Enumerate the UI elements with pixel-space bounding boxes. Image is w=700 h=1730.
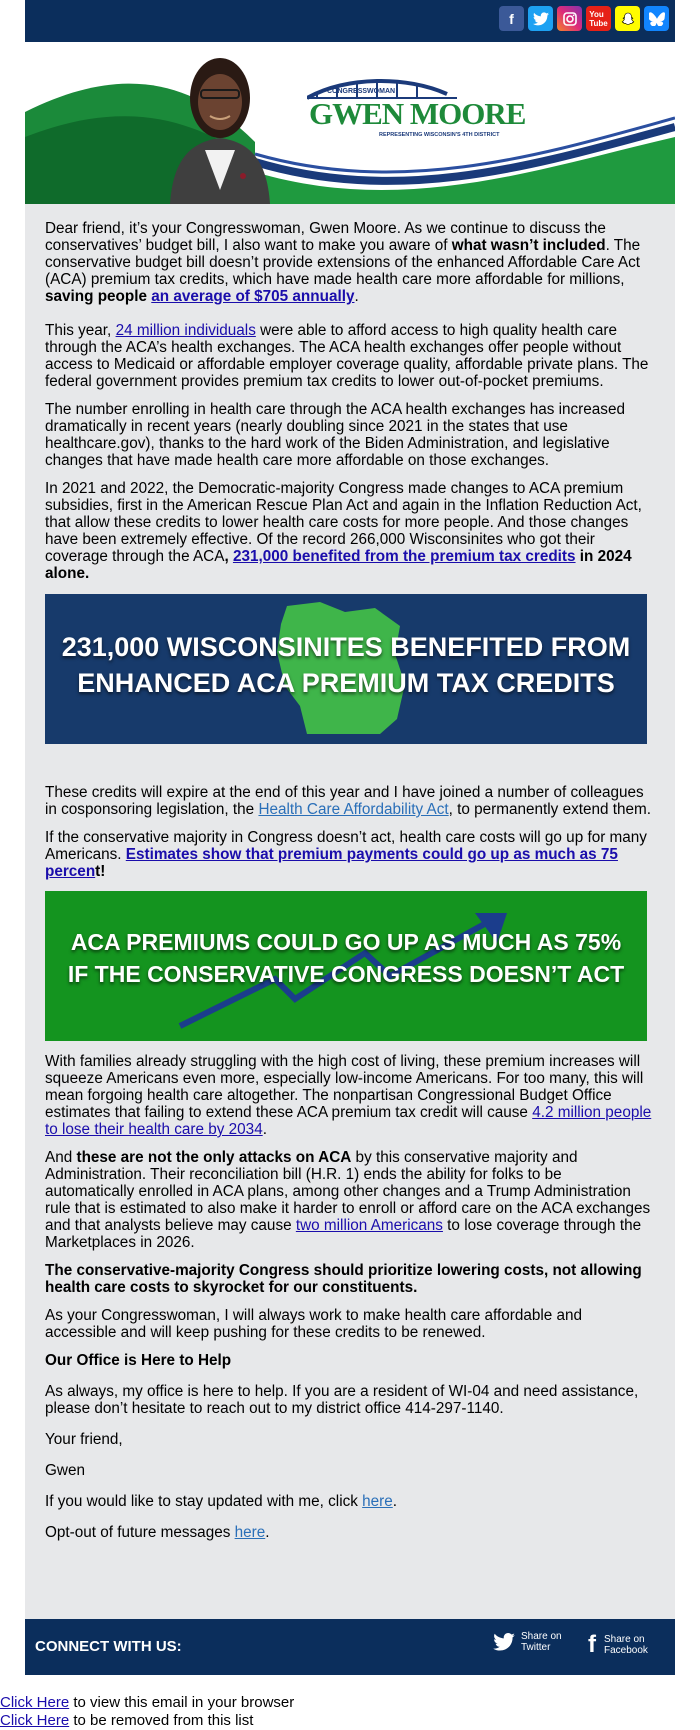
- logo: [307, 72, 526, 142]
- youtube-icon[interactable]: You Tube: [586, 6, 611, 31]
- top-bar: [25, 0, 675, 42]
- two-million-link[interactable]: two million Americans: [295, 1217, 443, 1234]
- paragraph-commitment: As your Congresswoman, I will always work to make health care affordable and accessible and will keep pushing for these credits to be renewed.: [45, 1307, 583, 1341]
- paragraph-enrollment: The number enrolling in health care through the ACA health exchanges has increased dramatically in recent years (nearly doubling since 2021 in the states that use healthcare.gov), thanks to the hard work of the Biden Administration, and legislative changes that have made health care more affordable on those exchanges.: [45, 401, 625, 469]
- estimates-link[interactable]: Estimates show that premium payments could go up as much as 75 percen: [45, 846, 618, 880]
- paragraph-prioritize: The conservative-majority Congress should prioritize lowering costs, not allowing health care costs to skyrocket for our constituents.: [45, 1262, 642, 1296]
- share-facebook-line1: Share on: [604, 1634, 645, 1645]
- paragraph-intro: Dear friend, it’s your Congresswoman, Gwen Moore. As we continue to discuss the conservatives’ budget bill, I also want to make you aware of what wasn’t included. The conservative budget bill doesn’t provide extensions of the enhanced Affordable Care Act (ACA) premium tax credits, which have made health care more affordable for millions, saving people an average of $705 annually.: [45, 220, 641, 305]
- share-twitter-button[interactable]: [493, 1631, 562, 1653]
- tax-credits-link[interactable]: 231,000 benefited from the premium tax credits: [232, 548, 576, 565]
- bottom-links: [0, 1694, 294, 1730]
- paragraph-expire: These credits will expire at the end of this year and I have joined a number of colleagues in cosponsoring legislation, the Health Care Affordability Act, to permanently extend them.: [45, 784, 652, 818]
- 24-million-link[interactable]: 24 million individuals: [115, 322, 256, 339]
- facebook-icon: f: [588, 1631, 596, 1658]
- connect-heading: CONNECT WITH US:: [35, 1638, 182, 1655]
- average-savings-link[interactable]: an average of $705 annually: [151, 288, 355, 305]
- bluesky-icon[interactable]: [644, 6, 669, 31]
- congresswoman-portrait: [165, 50, 275, 204]
- wisconsin-benefit-image: [45, 594, 647, 744]
- remove-from-list-row: Click Here to be removed from this list: [0, 1712, 254, 1729]
- stay-updated-link[interactable]: here: [362, 1493, 393, 1510]
- premiums-increase-image: [45, 891, 647, 1041]
- footer-bar: [25, 1619, 675, 1675]
- twitter-icon[interactable]: [528, 6, 553, 31]
- signoff: Your friend,: [45, 1431, 123, 1448]
- paragraph-2021-2022: In 2021 and 2022, the Democratic-majority Congress made changes to ACA premium subsidies, first in the American Rescue Plan Act and again in the Inflation Reduction Act, that allow these credits to lower health care costs for more people. And those changes have been extremely effective. Of the record 266,000 Wisconsinites who got their coverage through the ACA, 231,000 benefited from the premium tax credits in 2024 alone.: [45, 480, 642, 582]
- logo-tagline: REPRESENTING WISCONSIN'S 4TH DISTRICT: [379, 132, 500, 138]
- paragraph-stay-updated: If you would like to stay updated with me, click here.: [45, 1493, 398, 1510]
- image1-line1: 231,000 WISCONSINITES BENEFITED FROM: [61, 632, 631, 662]
- share-facebook-line2: Facebook: [604, 1645, 648, 1656]
- paragraph-costs-up: If the conservative majority in Congress doesn’t act, health care costs will go up for many Americans. Estimates show that premium payments could go up as much as 75 percent!: [45, 829, 647, 880]
- paragraph-opt-out: Opt-out of future messages here.: [45, 1524, 270, 1541]
- logo-name: GWEN MOORE: [309, 96, 526, 131]
- social-icons: [499, 6, 669, 31]
- section-heading: Our Office is Here to Help: [45, 1352, 232, 1369]
- paragraph-attacks: And these are not the only attacks on ACA by this conservative majority and Administration. Their reconciliation bill (H.R. 1) ends the ability for folks to be automatically enrolled in ACA plans, among other changes and a Trump Administration rule that is estimated to also make it harder to enroll or afford care on the ACA exchanges and that analysts believe may cause two million Americans to lose coverage through the Marketplaces in 2026.: [45, 1149, 651, 1251]
- facebook-icon[interactable]: f: [499, 6, 524, 31]
- snapchat-icon[interactable]: [615, 6, 640, 31]
- image2-line2: IF THE CONSERVATIVE CONGRESS DOESN’T ACT: [67, 961, 625, 987]
- view-in-browser-row: Click Here to view this email in your browser: [0, 1694, 295, 1711]
- twitter-icon: [493, 1633, 515, 1651]
- instagram-icon[interactable]: [557, 6, 582, 31]
- email-body: [25, 204, 675, 1619]
- view-in-browser-link[interactable]: Click Here: [0, 1694, 70, 1711]
- signature: Gwen: [45, 1462, 85, 1479]
- share-facebook-button[interactable]: [588, 1631, 648, 1659]
- logo-small-title: CONGRESSWOMAN: [327, 88, 396, 95]
- image1-line2: ENHANCED ACA PREMIUM TAX CREDITS: [77, 668, 615, 698]
- header-banner: [25, 42, 675, 204]
- paragraph-families: With families already struggling with the high cost of living, these premium increases will squeeze Americans even more, especially low-income Americans. For too many, this will mean forgoing health care altogether. The nonpartisan Congressional Budget Office estimates that failing to extend these ACA premium tax credit will cause 4.2 million people to lose their health care by 2034.: [45, 1053, 652, 1138]
- share-twitter-line1: Share on: [521, 1631, 562, 1642]
- remove-from-list-link[interactable]: Click Here: [0, 1712, 70, 1729]
- health-care-affordability-act-link[interactable]: Health Care Affordability Act: [258, 801, 449, 818]
- share-twitter-line2: Twitter: [521, 1642, 551, 1653]
- paragraph-24-million: This year, 24 million individuals were able to afford access to high quality health care through the ACA’s health exchanges. The ACA health exchanges offer people without access to Medicaid or affordable employer coverage quality, affordable private plans. The federal government provides premium tax credits to lower out-of-pocket premiums.: [45, 322, 649, 390]
- lose-health-care-link[interactable]: 4.2 million people to lose their health care by 2034: [45, 1104, 652, 1138]
- paragraph-office: As always, my office is here to help. If you are a resident of WI-04 and need assistance, please don’t hesitate to reach out to my district office 414-297-1140.: [45, 1383, 639, 1417]
- email-container: [25, 0, 675, 1675]
- image2-line1: ACA PREMIUMS COULD GO UP AS MUCH AS 75%: [70, 929, 622, 955]
- opt-out-link[interactable]: here: [234, 1524, 266, 1541]
